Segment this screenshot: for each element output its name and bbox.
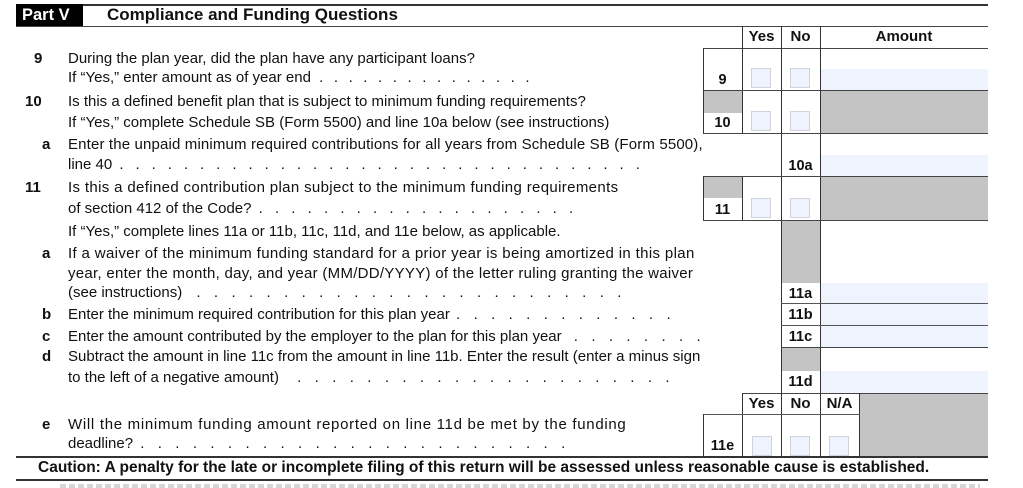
line-10a-question: Enter the unpaid minimum required contributions for all years from Schedule SB (Form 5500), (68, 136, 703, 153)
column-header-no: No (790, 28, 811, 45)
line-9-instruction (68, 69, 533, 87)
leader-dots: . . . . . . . . . . . . . . . . . . . . (258, 200, 578, 217)
line-11b-question (68, 306, 675, 324)
line-11c-question (68, 328, 705, 346)
line-number-10: 10 (25, 93, 42, 110)
line-11a-question-3 (68, 284, 626, 302)
line-10-yes-checkbox[interactable] (751, 111, 771, 131)
leader-dots: . . . . . . . . . . . . . . . . . . . . . . . . . (196, 284, 626, 301)
part-title: Compliance and Funding Questions (107, 5, 398, 24)
line-label-11e: 11e (710, 438, 735, 454)
line-11c-question-text: Enter the amount contributed by the employer to the plan for this plan year (68, 328, 562, 345)
line-label-11c: 11c (788, 329, 813, 345)
line-label-11: 11 (714, 202, 731, 218)
line-9-amount-field[interactable] (821, 69, 988, 90)
leader-dots: . . . . . . . . . . . . . (456, 306, 676, 323)
line-label-9: 9 (718, 72, 727, 88)
shaded-amount-cell (821, 91, 988, 133)
line-label-11d: 11d (788, 374, 813, 390)
line-11-continuation (68, 200, 577, 218)
shaded-cell (782, 348, 820, 371)
line-label-11a: 11a (788, 286, 813, 302)
line-9-yes-checkbox[interactable] (751, 68, 771, 88)
line-9-no-checkbox[interactable] (790, 68, 810, 88)
column-header-rule (703, 48, 988, 49)
line-number-11: 11 (25, 179, 41, 196)
column-header-na-11e: N/A (826, 395, 853, 412)
row-rule (703, 220, 988, 221)
leader-dots: . . . . . . . . (573, 328, 706, 345)
leader-dots: . . . . . . . . . . . . . . . . . . . . . . (297, 369, 675, 386)
line-11a-question-3-text: (see instructions) (68, 284, 183, 301)
line-11e-question: Will the minimum funding amount reported on line 11d be met by the funding (68, 416, 627, 433)
line-10-instruction: If “Yes,” complete Schedule SB (Form 5500) and line 10a below (see instructions) (68, 114, 610, 131)
line-11c-amount-field[interactable] (821, 326, 988, 347)
line-10a-amount-field[interactable] (821, 155, 988, 176)
line-11-instruction: If “Yes,” complete lines 11a or 11b, 11c, 11d, and 11e below, as applicable. (68, 223, 561, 240)
column-header-yes: Yes (748, 28, 775, 45)
line-label-10: 10 (714, 115, 731, 131)
line-10a-continuation (68, 156, 644, 174)
line-label-11b: 11b (788, 307, 813, 323)
line-number-9: 9 (34, 50, 43, 67)
line-11d-amount-field[interactable] (821, 371, 988, 393)
line-11a-question-2: year, enter the month, day, and year (MM/DD/YYYY) of the letter ruling granting the waiver (68, 265, 694, 282)
line-10-question: Is this a defined benefit plan that is subject to minimum funding requirements? (68, 93, 586, 110)
caution-bottom-rule (16, 479, 988, 481)
cut-off-text (60, 484, 980, 488)
line-11a-question-1: If a waiver of the minimum funding standard for a prior year is being amortized in this plan (68, 245, 695, 262)
caution-notice: Caution: A penalty for the late or incomplete filing of this return will be assessed unless reasonable cause is established. (38, 459, 930, 476)
line-letter-11e: e (42, 416, 51, 433)
line-letter-11b: b (42, 306, 52, 323)
row-rule (703, 133, 988, 134)
part-badge: Part V (16, 4, 83, 26)
line-11e-yes-checkbox[interactable] (752, 436, 772, 456)
line-11b-amount-field[interactable] (821, 304, 988, 325)
line-9-question: During the plan year, did the plan have any participant loans? (68, 50, 475, 67)
line-letter-11a: a (42, 245, 51, 262)
shaded-amount-cell (821, 177, 988, 220)
line-11d-continuation (68, 369, 674, 387)
line-9-instruction-text: If “Yes,” enter amount as of year end (68, 69, 311, 86)
shaded-cell (782, 221, 820, 283)
shaded-cell (704, 177, 742, 198)
line-11-no-checkbox[interactable] (790, 198, 810, 218)
line-11e-na-checkbox[interactable] (829, 436, 849, 456)
line-letter-10a: a (42, 136, 51, 153)
column-header-amount: Amount (875, 28, 933, 45)
column-header-yes-11e: Yes (748, 395, 775, 412)
leader-dots: . . . . . . . . . . . . . . . . . . . . . . . . . (140, 435, 570, 452)
col-divider (742, 176, 743, 220)
line-11-continuation-text: of section 412 of the Code? (68, 200, 252, 217)
line-11b-question-text: Enter the minimum required contribution for this plan year (68, 306, 450, 323)
column-header-no-11e: No (790, 395, 811, 412)
leader-dots: . . . . . . . . . . . . . . . . . . . . . . . . . . . . . . . . . (119, 156, 644, 173)
line-11-question: Is this a defined contribution plan subject to the minimum funding requirements (68, 179, 619, 196)
line-10a-continuation-text: line 40 (68, 156, 113, 173)
row-rule (703, 414, 860, 415)
line-11d-continuation-text: to the left of a negative amount) (68, 369, 279, 386)
line-11d-question: Subtract the amount in line 11c from the amount in line 11b. Enter the result (enter a minus sign (68, 348, 701, 365)
line-11e-continuation (68, 435, 570, 453)
line-10-no-checkbox[interactable] (790, 111, 810, 131)
line-11e-continuation-text: deadline? (68, 435, 134, 452)
line-label-10a: 10a (788, 158, 813, 174)
line-11a-date-field[interactable] (821, 283, 988, 303)
shaded-amount-cell (860, 394, 988, 456)
line-letter-11d: d (42, 348, 52, 365)
line-11-yes-checkbox[interactable] (751, 198, 771, 218)
leader-dots: . . . . . . . . . . . . . . . (319, 69, 533, 86)
line-letter-11c: c (42, 328, 51, 345)
shaded-cell (704, 91, 742, 113)
line-11e-no-checkbox[interactable] (790, 436, 810, 456)
